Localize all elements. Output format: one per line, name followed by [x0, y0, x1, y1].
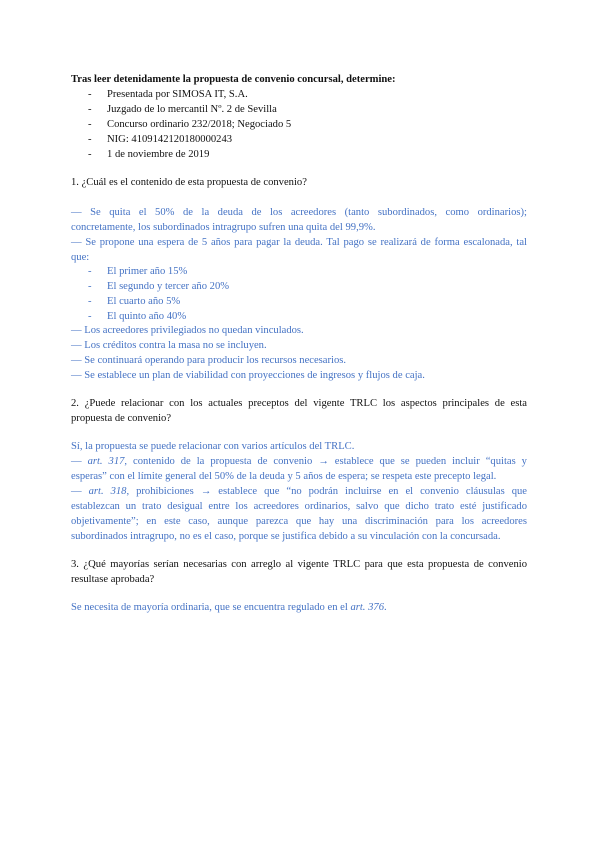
answer-2-line — [71, 484, 527, 499]
answer-2-intro: Sí, la propuesta se puede relacionar con varios artículos del TRLC. — [71, 441, 355, 452]
schedule-item-text: El primer año 15% — [107, 266, 188, 277]
intro-item-text: Presentada por SIMOSA IT, S.A. — [107, 89, 248, 100]
intro-item-text: Juzgado de lo mercantil Nº. 2 de Sevilla — [107, 104, 277, 115]
bullet-dash: - — [88, 311, 92, 322]
bullet-dash: - — [88, 296, 92, 307]
answer-1-line: — Se quita el 50% de la deuda de los acreedores (tanto subordinados, como ordinarios); — [71, 207, 527, 218]
answer-2-text: , prohibiciones → establece que “no podrán incluirse en el convenio cláusulas que — [126, 486, 527, 497]
dash-prefix: — — [71, 486, 89, 497]
answer-2-line: esperas” con el límite general del 50% de la deuda y 5 años de espera; se respeta este precepto legal. — [71, 471, 497, 482]
bullet-dash: - — [88, 281, 92, 292]
answer-3-text: Se necesita de mayoría ordinaria, que se encuentra regulado en el — [71, 602, 351, 613]
bullet-dash: - — [88, 89, 92, 100]
intro-heading: Tras leer detenidamente la propuesta de convenio concursal, determine: — [71, 74, 396, 85]
article-reference: art. 317 — [87, 456, 125, 467]
answer-1-line: — Los acreedores privilegiados no quedan vinculados. — [71, 325, 304, 336]
schedule-item-text: El cuarto año 5% — [107, 296, 181, 307]
question-2: 2. ¿Puede relacionar con los actuales preceptos del vigente TRLC los aspectos principales de esta — [71, 398, 527, 409]
article-reference: art. 318 — [88, 486, 127, 497]
answer-2-text: , contenido de la propuesta de convenio → establece que se pueden incluir “quitas y — [124, 456, 527, 467]
intro-item-text: Concurso ordinario 232/2018; Negociado 5 — [107, 119, 292, 130]
question-2: propuesta de convenio? — [71, 413, 172, 424]
answer-1-line: — Los créditos contra la masa no se incluyen. — [71, 340, 267, 351]
bullet-dash: - — [88, 266, 92, 277]
answer-1-line: — Se propone una espera de 5 años para pagar la deuda. Tal pago se realizará de forma escalonada, tal — [71, 237, 527, 248]
dash-prefix: — — [71, 456, 88, 467]
schedule-item-text: El quinto año 40% — [107, 311, 187, 322]
answer-1-line: — Se continuará operando para producir los recursos necesarios. — [71, 355, 347, 366]
intro-item-text: NIG: 4109142120180000243 — [107, 134, 233, 145]
bullet-dash: - — [88, 134, 92, 145]
intro-item-text: 1 de noviembre de 2019 — [107, 149, 210, 160]
answer-2-line: establezcan un trato desigual entre los acreedores ordinarios, salvo que dicho trato esté justificado — [71, 501, 527, 512]
question-3: resultase aprobada? — [71, 574, 155, 585]
answer-2-line: objetivamente”; en este caso, aunque parezca que hay una discriminación para los acreedores — [71, 516, 527, 527]
answer-1-line: concretamente, los subordinados intragrupo sufren una quita del 99,9%. — [71, 222, 376, 233]
answer-2-line: subordinados intragrupo, no es el caso, porque se justifica debido a su vinculación con la concursada. — [71, 531, 501, 542]
schedule-item-text: El segundo y tercer año 20% — [107, 281, 230, 292]
answer-3 — [71, 600, 527, 615]
answer-2-line — [71, 454, 527, 469]
bullet-dash: - — [88, 149, 92, 160]
answer-1-line: que: — [71, 252, 90, 263]
question-3: 3. ¿Qué mayorías serían necesarias con arreglo al vigente TRLC para que esta propuesta de convenio — [71, 559, 527, 570]
answer-1-line: — Se establece un plan de viabilidad con proyecciones de ingresos y flujos de caja. — [71, 370, 425, 381]
article-reference: art. 376 — [350, 602, 384, 613]
answer-3-suffix: . — [384, 602, 387, 613]
bullet-dash: - — [88, 104, 92, 115]
question-1: 1. ¿Cuál es el contenido de esta propuesta de convenio? — [71, 177, 307, 188]
bullet-dash: - — [88, 119, 92, 130]
